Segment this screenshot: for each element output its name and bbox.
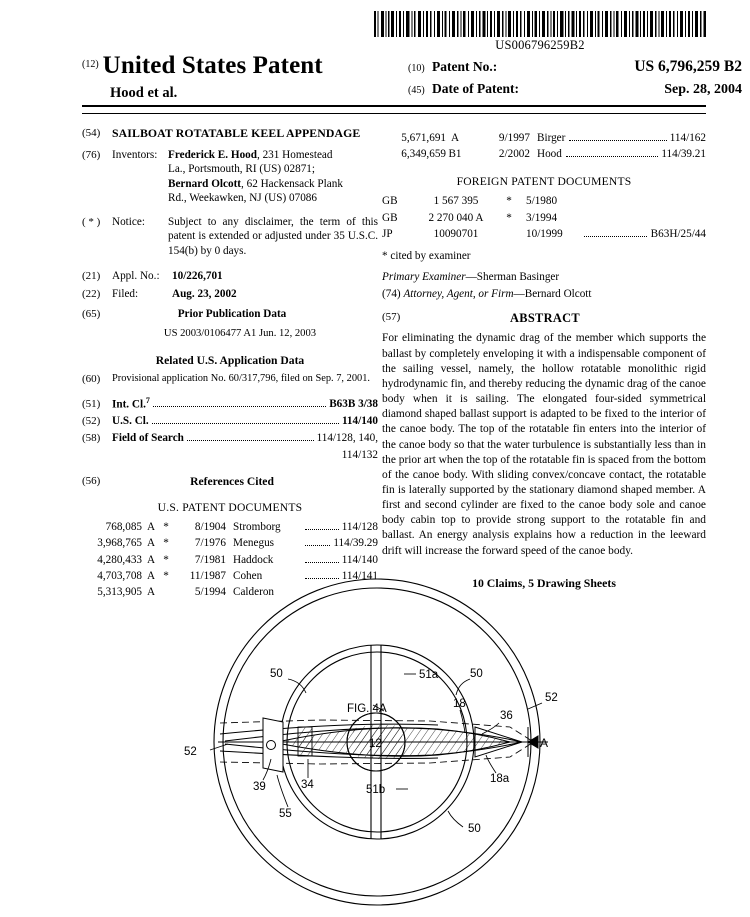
cite-number: 5,671,691: [401, 132, 446, 144]
cite-star: *: [163, 553, 169, 566]
patent-number-code: (10): [408, 63, 425, 74]
table-row: [382, 211, 706, 226]
right-column: [382, 126, 706, 591]
foreign-patent-documents-table: [382, 194, 706, 241]
foreign-country: GB: [382, 195, 398, 208]
field-74-code: (74): [382, 288, 401, 301]
foreign-date: 10/1999: [526, 227, 563, 240]
patent-figure-4a: [170, 575, 590, 915]
cite-kind: A: [146, 569, 156, 582]
label-50-bottom: 50: [468, 823, 481, 835]
patent-date-label: Date of Patent:: [432, 81, 519, 96]
label-18: 18: [453, 698, 466, 710]
field-58-field-of-search: [82, 431, 378, 446]
field-60-related: [82, 372, 378, 387]
field-51-code: (51): [82, 398, 101, 411]
foreign-date: 3/1994: [526, 211, 558, 224]
filed-value: Aug. 23, 2002: [172, 288, 237, 301]
cite-star: *: [163, 521, 169, 534]
notice-label: Notice:: [112, 215, 145, 228]
header-left-code: (12): [82, 59, 99, 70]
prior-publication-value: US 2003/0106477 A1 Jun. 12, 2003: [163, 327, 317, 339]
field-65-code: (65): [82, 308, 101, 321]
field-21-appl-no: [82, 269, 378, 284]
label-section-a: A: [540, 736, 549, 750]
invention-title: SAILBOAT ROTATABLE KEEL APPENDAGE: [112, 126, 361, 140]
table-row: [382, 131, 706, 146]
table-row: [82, 520, 378, 535]
cite-name: Cohen: [233, 569, 263, 582]
us-cl-leader: [152, 423, 339, 424]
cite-name: Birger: [537, 132, 566, 144]
cite-kind: A: [146, 537, 156, 550]
label-50-topright: 50: [470, 668, 483, 680]
field-notice: [82, 215, 378, 259]
cite-star: *: [163, 569, 169, 582]
field-22-code: (22): [82, 288, 101, 301]
attorney-label: Attorney, Agent, or Firm: [403, 288, 514, 301]
patent-date-value: Sep. 28, 2004: [664, 82, 742, 97]
patent-date-code: (45): [408, 85, 425, 96]
field-57-code: (57): [382, 311, 401, 324]
inventors-body: [168, 148, 378, 206]
cite-leader: [569, 140, 666, 141]
foreign-country: GB: [382, 211, 398, 224]
cited-by-examiner-note: * cited by examiner: [382, 249, 471, 262]
cite-number: 768,085: [105, 521, 142, 534]
inventor-1-address-1: , 231 Homestead: [256, 148, 333, 161]
references-cited-title: References Cited: [190, 475, 274, 489]
label-52-left: 52: [184, 746, 197, 758]
table-row: [382, 147, 706, 162]
patent-number-row: [408, 58, 746, 76]
field-22-filed: [82, 287, 378, 302]
cite-number: 3,968,765: [97, 537, 142, 550]
cite-name: Menegus: [233, 537, 275, 550]
table-row: [82, 536, 378, 551]
inventor-1-address-2: La., Portsmouth, RI (US) 02871;: [168, 163, 315, 176]
cite-name: Haddock: [233, 553, 274, 566]
field-51-int-cl: [82, 396, 378, 413]
foreign-number: 2 270 040 A: [428, 211, 484, 224]
cite-leader: [305, 529, 339, 530]
classification-block: [82, 396, 378, 463]
patent-date-row: [408, 81, 746, 98]
appl-no-label: Appl. No.:: [112, 269, 160, 282]
primary-examiner-line: [382, 270, 706, 285]
foreign-date: 5/1980: [526, 195, 558, 208]
cite-leader: [305, 545, 330, 546]
label-55: 55: [279, 808, 292, 820]
cite-date: 11/1987: [189, 569, 226, 582]
cite-leader: [566, 156, 658, 157]
cite-name: Calderon: [233, 586, 275, 599]
field-54-code: (54): [82, 127, 101, 139]
foreign-star: *: [506, 211, 512, 224]
field-76-code: (76): [82, 148, 101, 161]
label-34: 34: [301, 779, 314, 791]
primary-examiner-label: Primary Examiner: [382, 271, 466, 284]
label-51a: 51a: [419, 669, 439, 681]
label-52-right: 52: [545, 692, 558, 704]
cite-number: 4,703,708: [97, 569, 142, 582]
cite-name: Stromborg: [233, 521, 281, 534]
abstract-header: [382, 310, 706, 326]
int-cl-label: Int. Cl.$^7$: [112, 395, 150, 411]
inventor-1-name: Frederick E. Hood: [168, 148, 257, 161]
claims-and-sheets-line: 10 Claims, 5 Drawing Sheets: [472, 575, 616, 590]
barcode-block: [374, 11, 706, 53]
us-patent-documents-continued-table: [382, 131, 706, 162]
label-39: 39: [253, 781, 266, 793]
table-row: [82, 553, 378, 568]
figure-drawing: [170, 575, 590, 915]
field-of-search-label: Field of Search: [112, 431, 184, 444]
field-21-code: (21): [82, 269, 101, 282]
us-patent-documents-title: U.S. PATENT DOCUMENTS: [157, 500, 303, 514]
us-cl-label: U.S. Cl.: [112, 415, 149, 428]
label-12: 12: [369, 738, 382, 750]
field-52-us-cl: [82, 414, 378, 429]
patent-number-label: Patent No.:: [432, 59, 498, 74]
inventor-2-address-2: Rd., Weekawken, NJ (US) 07086: [168, 192, 317, 205]
cite-class: 114/39.29: [333, 537, 378, 550]
field-56-references: [82, 474, 378, 489]
field-52-code: (52): [82, 415, 101, 428]
cite-number: 6,349,659: [401, 148, 446, 161]
field-notice-code: ( * ): [82, 215, 101, 228]
foreign-patent-documents-title: FOREIGN PATENT DOCUMENTS: [456, 175, 632, 189]
table-row: [382, 227, 706, 242]
cite-class: 114/140: [341, 553, 378, 566]
cite-kind: A: [146, 553, 156, 566]
cite-date: 8/1904: [194, 521, 226, 534]
header-rule-thick: [82, 105, 706, 107]
page-title: United States Patent: [102, 52, 323, 79]
header-right: [408, 58, 746, 103]
cite-kind: A: [146, 586, 156, 599]
inventor-2-name: Bernard Olcott: [168, 177, 242, 190]
cite-class: 114/141: [341, 569, 378, 582]
left-column: [82, 126, 378, 601]
cite-name: Hood: [537, 148, 562, 161]
foreign-country: JP: [382, 227, 393, 240]
cite-kind: B1: [448, 148, 462, 161]
foreign-number: 10090701: [433, 227, 479, 240]
related-application-text: Provisional application No. 60/317,796, filed on Sep. 7, 2001.: [112, 373, 371, 385]
label-36: 36: [500, 710, 513, 722]
us-cl-value: 114/140: [341, 415, 378, 428]
foreign-star: *: [506, 195, 512, 208]
figure-label: FIG. 4A: [347, 703, 387, 715]
int-cl-leader: [153, 406, 326, 407]
attorney-line: [382, 287, 706, 302]
inventors-label: Inventors:: [112, 148, 158, 161]
abstract-text: For eliminating the dynamic drag of the member which supports the ballast by completely enveloping it with a indispensable component of the sailing vessel, namely, the hollow rotatable monolithic rigid hydrodynamic fin, and thereby reducing the dynamic drag of the canoe body when it is sailing. The elongated four-sided symmetrical diamond shaped ballast support is adapted to be fixed to the interior of the canoe body. The top of the rotatable fin enters into the interior of the canoe body so that the water turbulence is substantially less than in the prior art when the top of the rotatable fin is spaced from the bottom of the canoe body. With sliding convex/concave contact, the rotatable fin is laterally supported by the stationary diamond shaped member. A first and second cylinder are fixed to the canoe body sole and canoe body cabin top to provide strong support to the rotatable fin and ballast. An energy analysis explains how a reduction in the leeward drift will increase the forward speed of the canoe body.: [382, 332, 706, 557]
barcode-number: US006796259B2: [495, 38, 585, 52]
cite-number: 4,280,433: [97, 553, 142, 566]
cite-leader: [305, 562, 339, 563]
field-60-code: (60): [82, 373, 101, 386]
abstract-title: ABSTRACT: [510, 311, 580, 326]
cite-class: 114/162: [669, 132, 706, 144]
int-cl-value: B63B 3/38: [329, 398, 378, 411]
related-application-data-title: Related U.S. Application Data: [155, 353, 305, 367]
header-rule-thin: [82, 113, 706, 114]
cite-kind: A: [146, 521, 156, 534]
prior-publication-title: Prior Publication Data: [177, 308, 287, 321]
field-of-search-leader: [187, 440, 314, 441]
label-50-topleft: 50: [270, 668, 283, 680]
cite-class: 114/39.21: [661, 148, 706, 161]
foreign-number: 1 567 395: [433, 195, 479, 208]
field-56-code: (56): [82, 475, 101, 488]
barcode-image: [374, 11, 706, 37]
foreign-class: B63H/25/44: [650, 227, 706, 240]
table-row: [382, 194, 706, 209]
cite-date: 5/1994: [194, 586, 226, 599]
notice-text: Subject to any disclaimer, the term of this patent is extended or adjusted under 35 U.S.C. 154(b) by 0 days.: [168, 215, 378, 257]
cite-date: 9/1997: [498, 132, 530, 144]
cite-date: 7/1976: [194, 537, 226, 550]
plate-34: [298, 727, 312, 756]
label-51b: 51b: [366, 784, 386, 796]
cite-date: 7/1981: [194, 553, 226, 566]
cite-class: 114/128: [341, 521, 378, 534]
field-of-search-value-2: 114/132: [341, 448, 378, 461]
foreign-leader: [584, 236, 647, 237]
field-58-code: (58): [82, 431, 101, 444]
section-arrow-a: [528, 727, 538, 757]
field-of-search-value: 114/128, 140,: [316, 431, 378, 444]
cite-star: *: [163, 537, 169, 550]
cite-date: 2/2002: [498, 148, 530, 161]
inventor-2-address-1: , 62 Hackensack Plank: [241, 177, 343, 190]
int-cl-edition: 7: [145, 395, 150, 405]
label-18a: 18a: [490, 773, 510, 785]
patent-number-value: US 6,796,259 B2: [634, 58, 742, 75]
primary-examiner-value: —Sherman Basinger: [465, 271, 560, 284]
field-76-inventors: [82, 148, 378, 206]
field-54-title: [82, 126, 378, 142]
filed-label: Filed:: [112, 288, 139, 301]
cite-kind: A: [450, 132, 460, 144]
appl-no-value: 10/226,701: [172, 269, 223, 282]
inventor-surname-line: Hood et al.: [110, 85, 178, 101]
field-65-prior-publication: [82, 307, 378, 322]
cite-number: 5,313,905: [97, 586, 142, 599]
header-left: [82, 52, 392, 102]
attorney-value: —Bernard Olcott: [513, 288, 592, 301]
